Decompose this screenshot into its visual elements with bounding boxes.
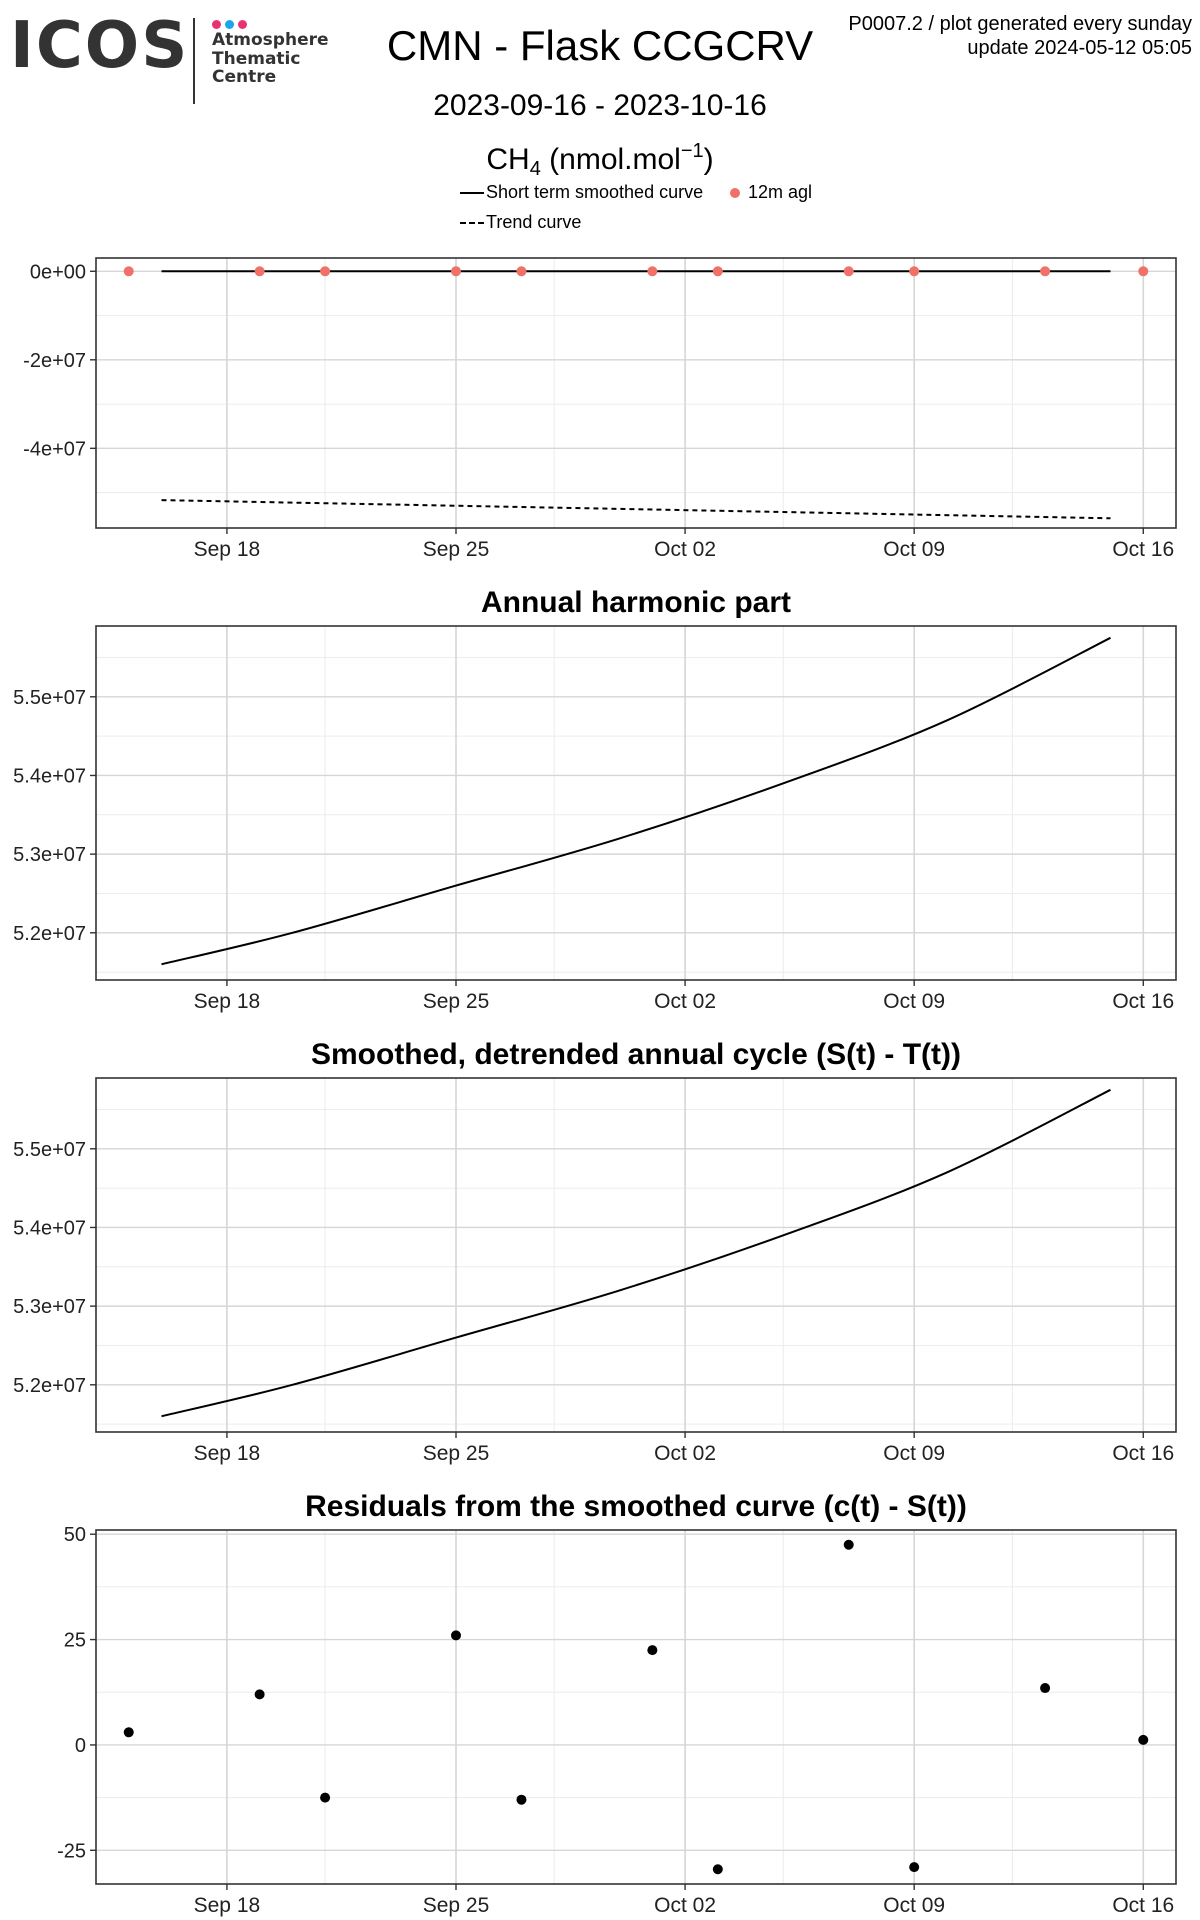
panel-1-series-trend-curve [162,500,1111,518]
panel-1-point [451,266,461,276]
panel-1-point [844,266,854,276]
panel-2-ytick-label: 5.4e+07 [13,765,86,788]
panel-1-point [255,266,265,276]
panel-1-point [647,266,657,276]
gas-name: CH [486,143,530,176]
panel-2-xtick-label: Oct 16 [1112,990,1175,1013]
panel-3-xtick-label: Oct 02 [654,1442,717,1465]
legend-samples-label: 12m agl [748,182,813,202]
panel-1-frame [96,258,1176,528]
panel-1-xtick-label: Oct 02 [654,538,717,561]
panel-2-ytick-label: 5.3e+07 [13,844,86,867]
panel-4-point [124,1727,134,1737]
panel-1-xtick-label: Oct 16 [1112,538,1175,561]
panel-3-xtick-label: Oct 09 [883,1442,946,1465]
panel-4-point [1138,1735,1148,1745]
panel-4-point [1040,1683,1050,1693]
panel-1-point [1138,266,1148,276]
panel-2-xtick-label: Oct 02 [654,990,717,1013]
meta-generated: P0007.2 / plot generated every sunday [848,13,1192,35]
panel-3-ytick-label: 5.2e+07 [13,1374,86,1397]
panel-1-ytick-label: -4e+07 [23,438,86,461]
panel-2-series-line [162,638,1111,965]
panel-3-ytick-label: 5.5e+07 [13,1138,86,1161]
panel-3-ytick-label: 5.3e+07 [13,1296,86,1319]
panel-4-xtick-label: Sep 25 [422,1894,490,1917]
panel-4-title: Residuals from the smoothed curve (c(t) - S(t)) [305,1490,967,1523]
panel-2-frame [96,626,1176,980]
panel-4-frame [96,1530,1176,1884]
panel-4-xtick-label: Oct 09 [883,1894,946,1917]
legend-trend-label: Trend curve [486,212,582,232]
meta-update: update 2024-05-12 05:05 [967,37,1192,59]
panel-3-xtick-label: Sep 25 [422,1442,490,1465]
panel-4-xtick-label: Sep 18 [193,1894,261,1917]
panel-3-series-line [162,1090,1111,1417]
panel-3-xtick-label: Oct 16 [1112,1442,1175,1465]
panel-3-frame [96,1078,1176,1432]
logo-line-3: Centre [212,67,277,87]
panel-4-point [713,1864,723,1874]
panel-1-point [713,266,723,276]
panel-4-point [647,1645,657,1655]
panel-4-xtick-label: Oct 16 [1112,1894,1175,1917]
logo-wordmark: ICOS [10,9,190,83]
panel-4-ytick-label: -25 [57,1840,86,1863]
panel-1-ytick-label: -2e+07 [23,349,86,372]
panel-4-point [451,1630,461,1640]
panel-3-title: Smoothed, detrended annual cycle (S(t) - T(t)) [310,1038,962,1071]
panel-4-point [516,1795,526,1805]
panel-4-ytick-label: 50 [63,1524,86,1547]
panel-4-point [909,1862,919,1872]
panel-4-point [320,1793,330,1803]
unit-prefix: (nmol.mol [540,143,681,176]
panel-3-ytick-label: 5.4e+07 [13,1217,86,1240]
unit-suffix: ) [703,143,714,176]
gas-subscript: 4 [529,158,541,180]
panel-2-ytick-label: 5.2e+07 [13,922,86,945]
panel-3-xtick-label: Sep 18 [193,1442,261,1465]
panel-2-ytick-label: 5.5e+07 [13,686,86,709]
panel-1-point [320,266,330,276]
panel-1-point [516,266,526,276]
page-title: CMN - Flask CCGCRV [386,22,814,69]
panel-1-xtick-label: Sep 25 [422,538,490,561]
panel-1-point [909,266,919,276]
unit-superscript: −1 [680,140,704,162]
logo-line-1: Atmosphere [212,30,329,50]
panel-1-xtick-label: Oct 09 [883,538,946,561]
date-range: 2023-09-16 - 2023-10-16 [433,89,767,122]
panel-4-point [844,1540,854,1550]
panel-4-ytick-label: 25 [63,1629,86,1652]
panel-2-xtick-label: Sep 25 [422,990,490,1013]
panel-1-point [124,266,134,276]
panel-2-xtick-label: Sep 18 [193,990,261,1013]
logo-line-2: Thematic [212,48,301,69]
panel-4-ytick-label: 0 [74,1734,86,1757]
panel-1-xtick-label: Sep 18 [193,538,261,561]
legend-smoothed-label: Short term smoothed curve [486,182,704,202]
panel-4-point [255,1689,265,1699]
panel-2-title: Annual harmonic part [480,586,792,619]
panel-4-xtick-label: Oct 02 [654,1894,717,1917]
panel-1-ytick-label: 0e+00 [29,261,86,284]
panel-2-xtick-label: Oct 09 [883,990,946,1013]
panel-1-point [1040,266,1050,276]
